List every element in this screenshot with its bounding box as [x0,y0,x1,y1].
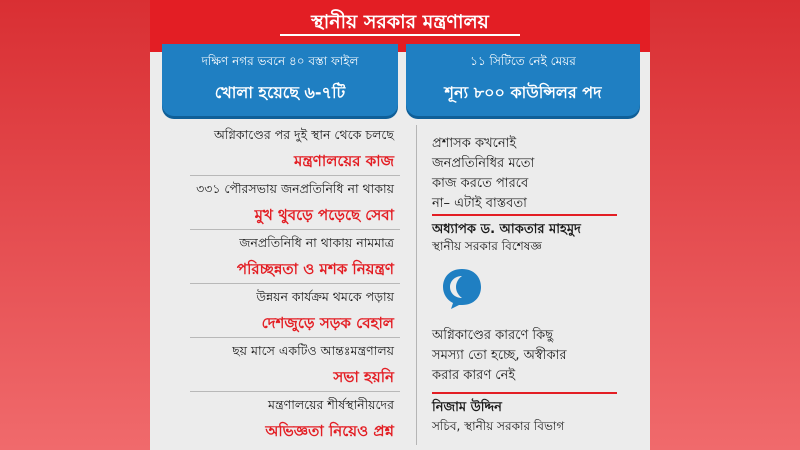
quote-secretary [432,326,637,386]
issue-headline: পরিচ্ছন্নতা ও মশক নিয়ন্ত্রণ [236,260,394,278]
issue-headline: অভিজ্ঞতা নিয়েও প্রশ্ন [265,422,394,440]
quote-line: অগ্নিকাণ্ডের কারণে কিছু [432,328,554,343]
red-separator [432,214,617,216]
highlight-big-text: শূন্য ৮০০ কাউন্সিলর পদ [444,83,602,102]
quote-line: না– এটাই বাস্তবতা [432,196,527,211]
issue-context: ৩৩১ পৌরসভায় জনপ্রতিনিধি না থাকায় [196,181,394,196]
banner-underline [280,34,520,36]
quote-line: জনপ্রতিনিধির মতো [432,156,535,171]
speaker-role: সচিব, স্থানীয় সরকার বিভাগ [432,419,565,433]
issue-headline: সভা হয়নি [333,368,394,386]
infographic-card [150,0,650,450]
quote-line: সমস্যা তো হচ্ছে, অস্বীকার [432,348,567,363]
quote-line: করার কারণ নেই [432,368,516,383]
issue-headline: মুখ থুবড়ে পড়েছে সেবা [254,206,394,224]
list-item [164,392,400,446]
highlight-big-text: খোলা হয়েছে ৬-৭টি [214,83,346,102]
highlight-box-files [162,44,398,116]
issue-context: জনপ্রতিনিধি না থাকায় নামমাত্র [239,235,394,250]
banner-title: স্থানীয় সরকার মন্ত্রণালয় [311,11,489,33]
list-item [164,176,400,230]
issue-context: ছয় মাসে একটিও আন্তঃমন্ত্রণালয় [232,343,394,358]
list-item [164,122,400,176]
issue-context: অগ্নিকাণ্ডের পর দুই স্থান থেকে চলছে [213,127,394,142]
issues-list [164,122,400,446]
column-divider [416,125,417,445]
highlight-box-mayors [406,44,640,116]
speaker-name: অধ্যাপক ড. আকতার মাহমুদ [432,222,581,237]
speaker-role: স্থানীয় সরকার বিশেষজ্ঞ [432,239,542,253]
speaker-name: নিজাম উদ্দিন [432,400,502,415]
background-right [650,0,800,450]
highlight-small-text: দক্ষিণ নগর ভবনে ৪০ বস্তা ফাইল [201,54,359,68]
issue-context: মন্ত্রণালয়ের শীর্ষস্থানীয়দের [268,397,394,412]
issue-headline: মন্ত্রণালয়ের কাজ [294,152,394,170]
issue-headline: দেশজুড়ে সড়ক বেহাল [261,314,394,332]
speech-bubble-quote-icon [440,266,484,310]
list-item [164,230,400,284]
quote-expert [432,134,632,214]
highlight-small-text: ১১ সিটিতে নেই মেয়র [470,54,576,68]
list-item [164,284,400,338]
background-left [0,0,150,450]
quote-line: প্রশাসক কখনোই [432,136,517,151]
issue-context: উন্নয়ন কার্যক্রম থমকে পড়ায় [256,289,394,304]
quote-line: কাজ করতে পারবে [432,176,529,191]
list-item [164,338,400,392]
red-separator [432,392,617,394]
